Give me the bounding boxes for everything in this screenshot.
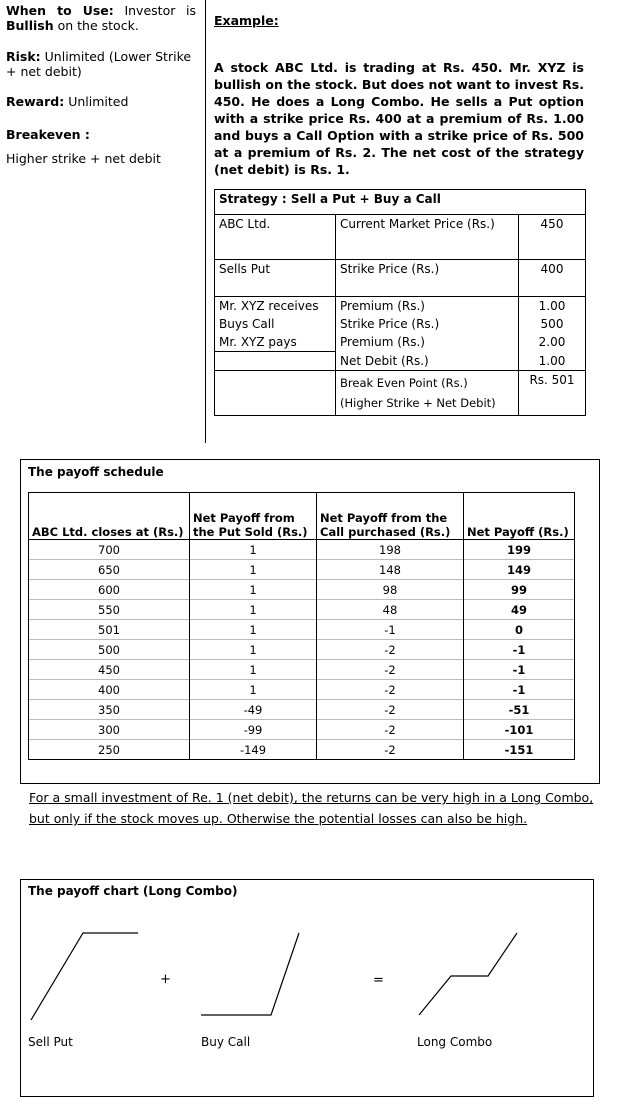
table-row [29, 620, 575, 640]
table-cell: 1 [190, 580, 317, 600]
breakeven-point-label: Break Even Point (Rs.) [340, 375, 468, 390]
table-row [29, 640, 575, 660]
table-cell: 99 [464, 580, 575, 600]
table-cell: 550 [29, 600, 190, 620]
table-cell: 149 [464, 560, 575, 580]
table-cell: 350 [29, 700, 190, 720]
table-cell: -2 [317, 640, 464, 660]
table-cell: 198 [317, 540, 464, 560]
table-row [29, 600, 575, 620]
strategy-cell-empty [215, 370, 336, 415]
table-cell: 400 [29, 680, 190, 700]
table-cell: -2 [317, 740, 464, 760]
strategy-cell: Buys Call [215, 315, 336, 333]
strategy-cell: Mr. XYZ pays [215, 333, 336, 352]
risk [6, 49, 198, 79]
breakeven-label: Breakeven : [6, 127, 90, 142]
table-cell: 1 [190, 620, 317, 640]
strategy-value: 1.00 [519, 352, 586, 371]
plus-sign: + [160, 972, 171, 987]
table-cell: 600 [29, 580, 190, 600]
payoff-header: Net Payoff (Rs.) [464, 493, 575, 540]
when-label: When to Use: [6, 3, 114, 18]
table-cell: -1 [464, 640, 575, 660]
strategy-value: 400 [519, 260, 586, 297]
table-cell: -51 [464, 700, 575, 720]
buy-call-line [201, 933, 299, 1015]
reward [6, 94, 128, 109]
breakeven-cell [336, 370, 519, 415]
payoff-chart-box [20, 879, 594, 1097]
strategy-value: 500 [519, 315, 586, 333]
table-cell: 199 [464, 540, 575, 560]
table-cell: -2 [317, 680, 464, 700]
buy-call-label: Buy Call [201, 1035, 251, 1049]
table-row [29, 740, 575, 760]
strategy-cell: ABC Ltd. [215, 215, 336, 260]
payoff-schedule-box [20, 459, 600, 784]
strategy-table [214, 189, 586, 416]
risk-label: Risk: [6, 49, 41, 64]
table-row [29, 660, 575, 680]
payoff-header: ABC Ltd. closes at (Rs.) [29, 493, 190, 540]
table-cell: -2 [317, 720, 464, 740]
table-cell: -149 [190, 740, 317, 760]
when-text-2: on the stock. [57, 18, 139, 33]
table-cell: -151 [464, 740, 575, 760]
table-cell: -49 [190, 700, 317, 720]
table-cell: 1 [190, 680, 317, 700]
table-cell: -1 [317, 620, 464, 640]
strategy-value: 450 [519, 215, 586, 260]
strategy-cell: Sells Put [215, 260, 336, 297]
strategy-cell: Current Market Price (Rs.) [336, 215, 519, 260]
table-cell: 450 [29, 660, 190, 680]
table-cell: 98 [317, 580, 464, 600]
table-cell: 500 [29, 640, 190, 660]
breakeven-point-sub: (Higher Strike + Net Debit) [340, 395, 496, 410]
payoff-schedule-title: The payoff schedule [28, 465, 164, 479]
table-row [29, 560, 575, 580]
risk-text: Unlimited (Lower Strike + net debit) [6, 49, 192, 79]
strategy-value: 2.00 [519, 333, 586, 352]
payoff-header: Net Payoff from the Call purchased (Rs.) [317, 493, 464, 540]
table-cell: -1 [464, 660, 575, 680]
table-row [29, 680, 575, 700]
table-cell: 300 [29, 720, 190, 740]
column-divider [205, 0, 206, 443]
when-text: Investor is [124, 3, 196, 18]
table-cell: -99 [190, 720, 317, 740]
payoff-header: Net Payoff from the Put Sold (Rs.) [190, 493, 317, 540]
table-row [29, 720, 575, 740]
sell-put-line [31, 933, 138, 1020]
strategy-cell: Premium (Rs.) [336, 297, 519, 316]
long-combo-line [419, 933, 517, 1015]
table-cell: -2 [317, 660, 464, 680]
strategy-cell [215, 352, 336, 371]
table-cell: -101 [464, 720, 575, 740]
table-cell: 250 [29, 740, 190, 760]
payoff-table [28, 492, 575, 760]
reward-text: Unlimited [68, 94, 129, 109]
strategy-cell: Mr. XYZ receives [215, 297, 336, 316]
table-cell: -2 [317, 700, 464, 720]
table-cell: 0 [464, 620, 575, 640]
table-cell: 650 [29, 560, 190, 580]
table-cell: 1 [190, 540, 317, 560]
summary-note: For a small investment of Re. 1 (net debit), the returns can be very high in a Long Combo, but only if the stock moves up. Otherwise the potential losses can also be high. [29, 790, 594, 826]
strategy-cell: Premium (Rs.) [336, 333, 519, 352]
table-cell: 1 [190, 640, 317, 660]
breakeven-value: Rs. 501 [519, 370, 586, 415]
breakeven-text: Higher strike + net debit [6, 151, 161, 166]
table-cell: 1 [190, 660, 317, 680]
strategy-title: Strategy : Sell a Put + Buy a Call [215, 190, 586, 215]
strategy-cell: Strike Price (Rs.) [336, 315, 519, 333]
bullish-label: Bullish [6, 18, 54, 33]
table-row [29, 700, 575, 720]
table-cell: 501 [29, 620, 190, 640]
strategy-value: 1.00 [519, 297, 586, 316]
table-cell: 1 [190, 600, 317, 620]
table-row [29, 540, 575, 560]
when-to-use [6, 3, 196, 33]
reward-label: Reward: [6, 94, 65, 109]
table-row [29, 580, 575, 600]
example-heading: Example: [214, 13, 279, 28]
table-cell: 148 [317, 560, 464, 580]
strategy-cell: Strike Price (Rs.) [336, 260, 519, 297]
strategy-cell: Net Debit (Rs.) [336, 352, 519, 371]
payoff-chart-title: The payoff chart (Long Combo) [28, 884, 238, 898]
table-cell: 1 [190, 560, 317, 580]
sell-put-label: Sell Put [28, 1035, 73, 1049]
table-cell: 700 [29, 540, 190, 560]
table-cell: 49 [464, 600, 575, 620]
payoff-diagrams [21, 880, 593, 1096]
table-cell: -1 [464, 680, 575, 700]
long-combo-label: Long Combo [417, 1035, 493, 1049]
equals-sign: = [373, 973, 384, 988]
example-paragraph: A stock ABC Ltd. is trading at Rs. 450. Mr. XYZ is bullish on the stock. But does not want to invest Rs. 450. He does a Long Combo. He sells a Put option with a strike price Rs. 400 at a premium of Rs. 1.00 and buys a Call Option with a strike price of Rs. 500 at a premium of Rs. 2. The net cost of the strategy (net debit) is Rs. 1. [214, 60, 584, 177]
table-cell: 48 [317, 600, 464, 620]
